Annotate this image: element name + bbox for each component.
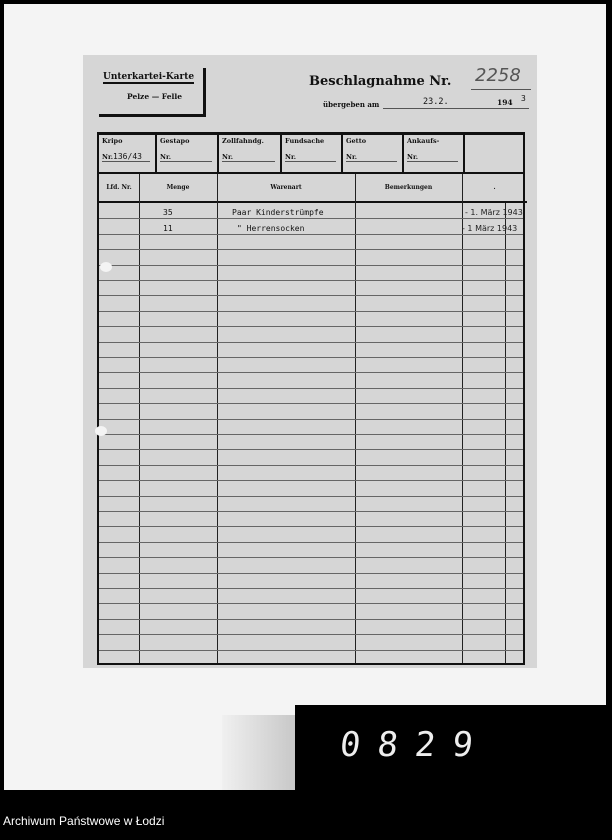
row-line [99,634,523,635]
card-title: Unterkartei-Karte [103,72,195,82]
ref-box-nr [102,152,150,162]
nr-label: Nr. [222,153,234,161]
ref-box-label: Getto [346,137,367,145]
uebergeben-label: übergeben am [323,100,380,109]
nr-label: Nr. [346,153,358,161]
row-line [99,311,523,312]
row-line [99,372,523,373]
nr-label: Nr. [285,153,297,161]
ref-box [97,135,157,173]
menge-cell: 11 [163,224,173,233]
row-line [99,419,523,420]
ref-box-value: 136/43 [113,152,142,161]
ref-box [404,135,465,173]
ref-box [465,135,525,173]
col-extra-header: . [462,174,527,203]
row-line [99,603,523,604]
card-type-box [99,68,206,117]
column-divider [505,203,506,663]
row-line [99,465,523,466]
row-line [99,542,523,543]
handover-date: 23.2. [423,97,449,107]
frame-counter: 0829 [337,725,492,765]
ref-box [157,135,219,173]
row-line [99,557,523,558]
ref-box-label: Ankaufs- [407,137,440,145]
row-line [99,326,523,327]
row-line [99,265,523,266]
row-line [99,434,523,435]
warenart-cell: Paar Kinderstrümpfe [232,208,324,217]
beschlagnahme-label: Beschlagnahme Nr. [309,74,452,89]
row-line [99,449,523,450]
ref-box-label: Gestapo [160,137,190,145]
beschlagnahme-number: 2258 [475,65,521,86]
punch-hole [100,262,112,272]
col-bemerkungen-header: Bemerkungen [355,174,462,203]
ref-box-nr [407,152,458,162]
row-line [99,295,523,296]
ref-box [282,135,343,173]
row-line [99,480,523,481]
ref-box-nr [222,152,275,162]
row-line [99,619,523,620]
row-line [99,573,523,574]
row-line [99,280,523,281]
date-stamp: - 1 März 1943 [462,224,518,233]
document-card [83,55,537,668]
row-line [99,496,523,497]
col-warenart-header: Warenart [217,174,355,203]
menge-cell: 35 [163,208,173,217]
number-line [471,89,531,90]
ref-box-label: Kripo [102,137,123,145]
year-digit: 3 [521,94,526,103]
row-line [99,588,523,589]
row-line [99,388,523,389]
row-line [99,650,523,651]
ref-box [343,135,404,173]
row-line [99,526,523,527]
row-line [99,342,523,343]
nr-label: Nr. [160,153,172,161]
goods-table [97,172,525,665]
row-line [99,403,523,404]
archive-credit: Archiwum Państwowe w Łodzi [3,814,165,828]
row-line [99,249,523,250]
ref-box-nr [160,152,212,162]
nr-label: Nr. [102,153,114,161]
warenart-cell: " Herrensocken [237,224,305,233]
year-prefix: 194 [497,98,513,107]
col-lfd-nr-header: Lfd. Nr. [99,174,139,203]
row-line [99,218,523,219]
row-line [99,234,523,235]
ref-box-label: Zollfahndg. [222,137,264,145]
row-line [99,511,523,512]
ref-box-nr [285,152,336,162]
card-subtitle: Pelze — Felle [127,92,182,101]
shadow [222,715,295,790]
row-line [99,357,523,358]
col-menge-header: Menge [139,174,217,203]
punch-hole [95,426,107,436]
date-stamp: - 1. März 1943 [465,208,523,217]
ref-box [219,135,282,173]
date-line [383,108,529,109]
reference-boxes [97,132,525,173]
ref-box-label: Fundsache [285,137,325,145]
ref-box-nr [346,152,397,162]
nr-label: Nr. [407,153,419,161]
